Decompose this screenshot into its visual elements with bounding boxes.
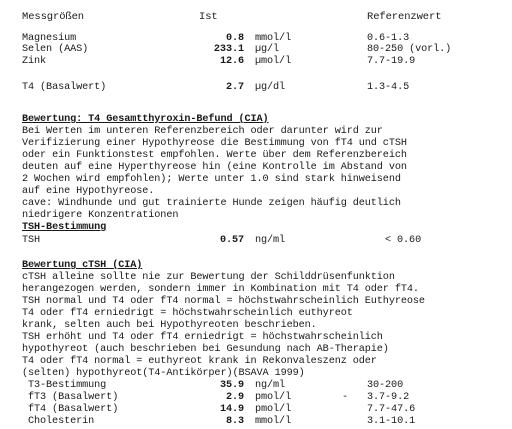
paragraph-line: auf eine Hypothyreose. <box>22 186 155 197</box>
param-value: 0.57 <box>219 235 244 246</box>
param-unit: pmol/l <box>255 392 292 403</box>
param-name: Zink <box>22 56 47 67</box>
param-unit: µg/dl <box>255 82 286 93</box>
paragraph-line: T4 oder fT4 normal = euthyreot krank in Rekonvaleszenz oder <box>22 356 377 367</box>
param-value: 8.3 <box>225 416 244 427</box>
param-reference: 7.7-47.6 <box>367 404 416 415</box>
paragraph-line: TSH normal und T4 oder fT4 normal = höchstwahrscheinlich Euthyreose <box>22 296 425 307</box>
param-name: Selen (AAS) <box>22 44 89 55</box>
param-value: 0.8 <box>225 33 244 44</box>
param-name: T4 (Basalwert) <box>22 82 107 93</box>
param-reference: 30-200 <box>367 380 404 391</box>
param-reference: 0.6-1.3 <box>367 33 410 44</box>
paragraph-line: (selten) hypothyreot(T4-Antikörper)(BSAVA 1999) <box>22 368 305 379</box>
column-header-value: Ist <box>199 11 218 23</box>
param-name: TSH <box>22 235 41 246</box>
paragraph-line: cave: Windhunde und gut trainierte Hunde zeigen häufig deutlich <box>22 198 401 209</box>
paragraph-line: hypothyreot (auch beschrieben bei Gesundung nach AB-Therapie) <box>22 344 389 355</box>
param-value: 233.1 <box>213 44 244 55</box>
param-reference: < 0.60 <box>385 235 422 246</box>
param-unit: ng/ml <box>255 235 286 246</box>
paragraph-line: cTSH alleine sollte nie zur Bewertung der Schilddrüsenfunktion <box>22 272 395 283</box>
param-unit: µmol/l <box>255 56 292 67</box>
param-name: Cholesterin <box>28 416 95 427</box>
param-reference: 3.1-10.1 <box>367 416 416 427</box>
paragraph-line: herangezogen werden, sondern immer in Kombination mit T4 oder fT4. <box>22 284 419 295</box>
param-reference: 7.7-19.9 <box>367 56 416 67</box>
column-header-reference: Referenzwert <box>367 11 442 23</box>
param-reference: 1.3-4.5 <box>367 82 410 93</box>
param-value: 12.6 <box>219 56 244 67</box>
param-value: 2.9 <box>225 392 244 403</box>
paragraph-line: Verifizierung einer Hypothyreose die Bestimmung von fT4 und cTSH <box>22 138 407 149</box>
param-value: 35.9 <box>219 380 244 391</box>
param-unit: mmol/l <box>255 33 292 44</box>
paragraph-line: TSH erhöht und T4 oder fT4 erniedrigt = höchstwahrscheinlich <box>22 332 383 343</box>
param-unit: pmol/l <box>255 404 292 415</box>
param-reference: 3.7-9.2 <box>367 392 410 403</box>
paragraph-line: T4 oder fT4 erniedrigt = höchstwahrscheinlich euthyreot <box>22 308 353 319</box>
section-heading: Bewertung cTSH (CIA) <box>22 260 143 271</box>
param-name: fT4 (Basalwert) <box>28 404 119 415</box>
paragraph-line: Bei Werten im unteren Referenzbereich oder darunter wird zur <box>22 126 383 137</box>
paragraph-line: niedrigere Konzentrationen <box>22 210 179 221</box>
param-unit: ng/ml <box>255 380 286 391</box>
param-name: T3-Bestimmung <box>28 380 107 391</box>
param-unit: mmol/l <box>255 416 292 427</box>
paragraph-line: deuten auf eine Hyperthyreose hin (eine Kontrolle im Abstand von <box>22 162 407 173</box>
param-reference: 80-250 (vorl.) <box>367 44 452 55</box>
out-of-range-marker: - <box>342 392 349 403</box>
param-name: fT3 (Basalwert) <box>28 392 119 403</box>
section-heading: TSH-Bestimmung <box>22 222 107 233</box>
paragraph-line: krank, selten auch bei Hypothyreoten beschrieben. <box>22 320 317 331</box>
param-name: Magnesium <box>22 33 77 44</box>
param-value: 2.7 <box>225 82 244 93</box>
param-unit: µg/l <box>255 44 280 55</box>
section-heading: Bewertung: T4 Gesamtthyroxin-Befund (CIA) <box>22 114 269 125</box>
paragraph-line: oder ein Funktionstest empfohlen. Werte über dem Referenzbereich <box>22 150 407 161</box>
param-value: 14.9 <box>219 404 244 415</box>
paragraph-line: 2 Wochen wird empfohlen); Werte unter 1.0 sind stark hinweisend <box>22 174 401 185</box>
column-header-parameter: Messgrößen <box>22 11 85 23</box>
